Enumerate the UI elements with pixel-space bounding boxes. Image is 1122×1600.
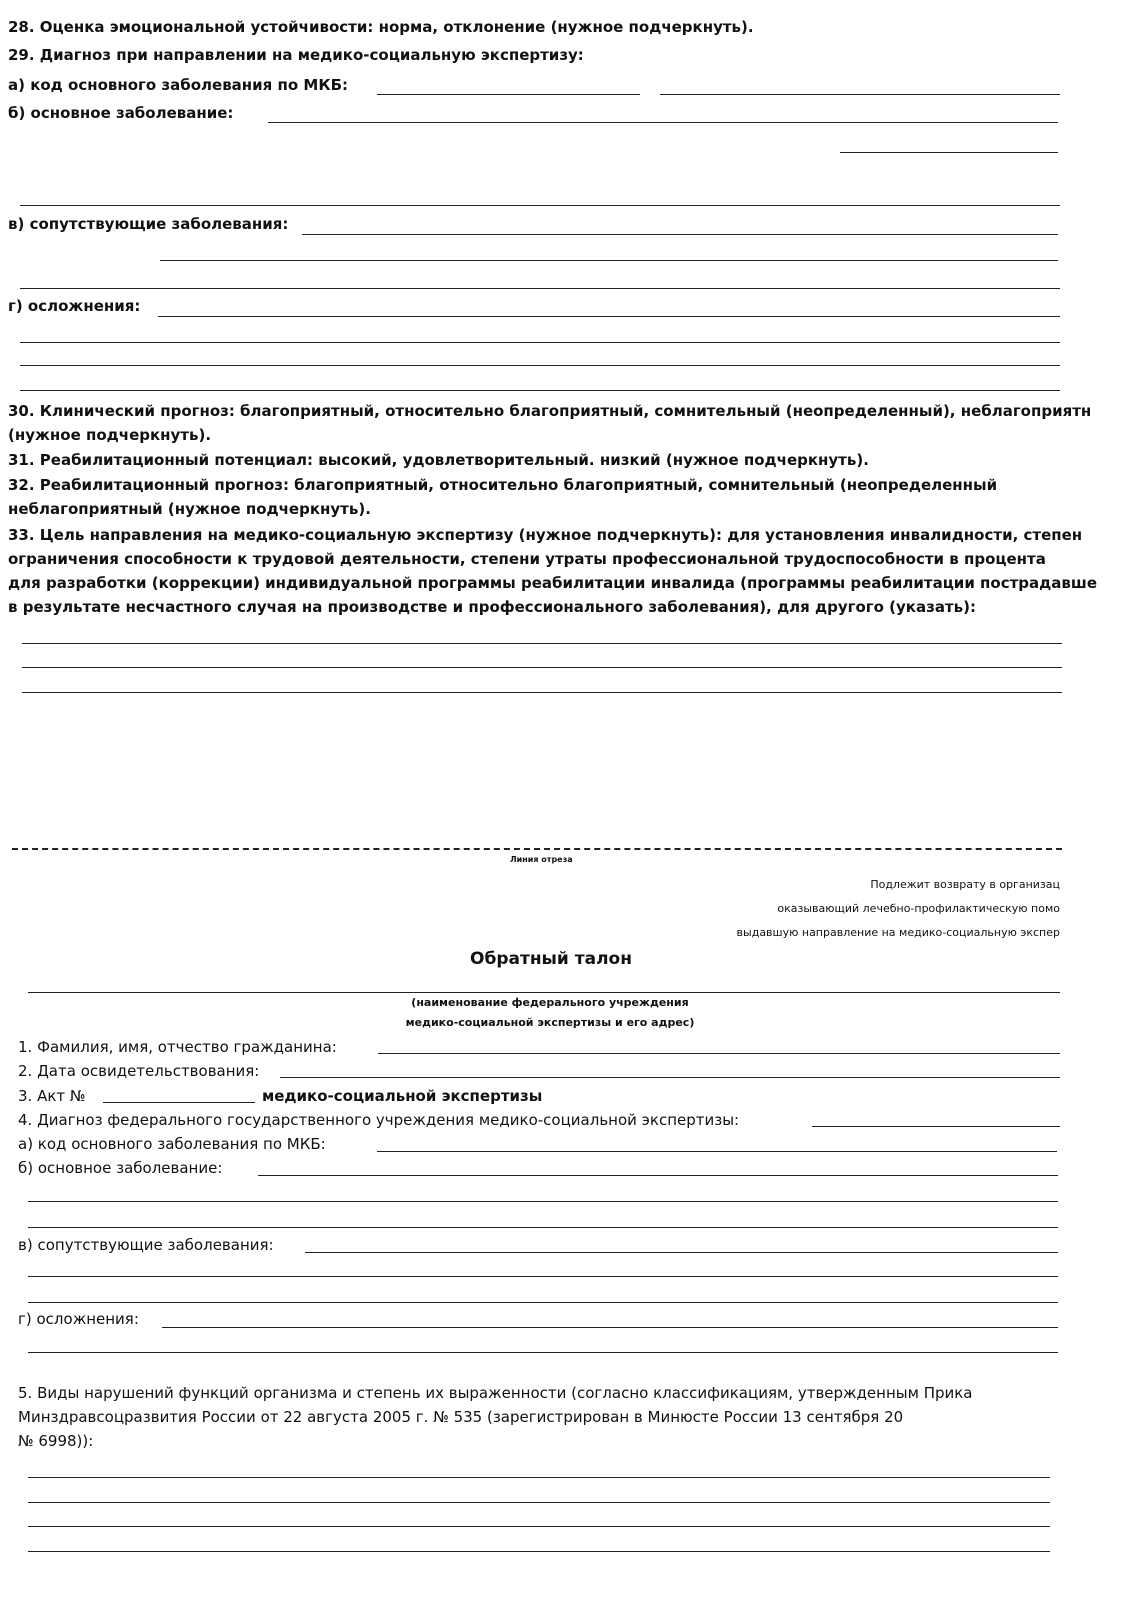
impairments-field-line-1[interactable] [28,1477,1050,1478]
item-33-line-3: для разработки (коррекции) индивидуальной программы реабилитации инвалида (программы реабилитации пострадавше [8,574,1097,592]
examination-date-field[interactable] [280,1077,1060,1078]
talon-item-5-line-2: Минздравсоцразвития России от 22 августа 2005 г. № 535 (зарегистрирован в Минюсте России 13 сентября 20 [18,1408,904,1426]
item-29b-field[interactable] [268,122,1058,123]
item-30-line-1: 30. Клинический прогноз: благоприятный, относительно благоприятный, сомнительный (неопределенный), неблагоприятн [8,402,1092,420]
item-29a-field[interactable] [377,94,640,95]
talon-item-4-label: 4. Диагноз федерального государственного учреждения медико-социальной экспертизы: [18,1111,740,1129]
item-29a-field-2[interactable] [660,94,1060,95]
item-28: 28. Оценка эмоциональной устойчивости: норма, отклонение (нужное подчеркнуть). [8,18,754,36]
item-29v-field-line-2[interactable] [160,260,1058,261]
institution-caption-line-2: медико-социальной экспертизы и его адрес) [405,1016,695,1029]
talon-item-1-label: 1. Фамилия, имя, отчество гражданина: [18,1038,337,1056]
talon-item-4g-label: г) осложнения: [18,1310,139,1328]
main-disease-field-line-3[interactable] [28,1227,1058,1228]
return-note-line-1: Подлежит возврату в организац [870,878,1060,891]
comorbidities-field-line-2[interactable] [28,1276,1058,1277]
item-31: 31. Реабилитационный потенциал: высокий, удовлетворительный. низкий (нужное подчеркнуть). [8,451,869,469]
full-name-field[interactable] [378,1053,1060,1054]
comorbidities-field[interactable] [305,1252,1058,1253]
item-29b-label: б) основное заболевание: [8,104,234,122]
cut-line [12,848,1062,850]
talon-item-5-line-1: 5. Виды нарушений функций организма и степень их выраженности (согласно классификациям, утвержденным Прика [18,1384,973,1402]
talon-item-3-suffix: медико-социальной экспертизы [262,1087,543,1105]
institution-caption-line-1: (наименование федерального учреждения [411,996,689,1009]
return-note-line-3: выдавшую направление на медико-социальную экспер [736,926,1060,939]
main-disease-field-line-2[interactable] [28,1201,1058,1202]
item-32-line-1: 32. Реабилитационный прогноз: благоприятный, относительно благоприятный, сомнительный (неопределенный [8,476,998,494]
item-30-line-2: (нужное подчеркнуть). [8,426,212,444]
item-29g-field-line-2[interactable] [20,342,1060,343]
talon-item-4a-label: а) код основного заболевания по МКБ: [18,1135,326,1153]
item-33-field-line-3[interactable] [22,692,1062,693]
institution-name-field[interactable] [28,992,1060,993]
item-29g-field[interactable] [158,316,1060,317]
complications-field-line-2[interactable] [28,1352,1058,1353]
talon-item-5-line-3: № 6998)): [18,1432,94,1450]
diagnosis-field[interactable] [812,1126,1060,1127]
item-29b-field-line-2[interactable] [840,152,1058,153]
item-29v-label: в) сопутствующие заболевания: [8,215,289,233]
talon-item-4v-label: в) сопутствующие заболевания: [18,1236,274,1254]
talon-item-4b-label: б) основное заболевание: [18,1159,223,1177]
item-33-line-4: в результате несчастного случая на производстве и профессионального заболевания), для другого (указать): [8,598,976,616]
talon-item-2-label: 2. Дата освидетельствования: [18,1062,260,1080]
act-number-field[interactable] [103,1102,255,1103]
item-33-field-line-2[interactable] [22,667,1062,668]
item-29g-field-line-3[interactable] [20,365,1060,366]
impairments-field-line-4[interactable] [28,1551,1050,1552]
main-disease-field[interactable] [258,1175,1058,1176]
return-note-line-2: оказывающий лечебно-профилактическую помо [777,902,1060,915]
icd-code-field[interactable] [377,1151,1057,1152]
item-33-field-line-1[interactable] [22,643,1062,644]
talon-title: Обратный талон [470,949,632,969]
item-29g-field-line-4[interactable] [20,390,1060,391]
item-29v-field-line-3[interactable] [20,288,1060,289]
item-32-line-2: неблагоприятный (нужное подчеркнуть). [8,500,371,518]
complications-field[interactable] [162,1327,1058,1328]
item-29: 29. Диагноз при направлении на медико-социальную экспертизу: [8,46,584,64]
impairments-field-line-2[interactable] [28,1502,1050,1503]
item-29g-label: г) осложнения: [8,297,141,315]
talon-item-3-label: 3. Акт № [18,1087,86,1105]
cut-line-label: Линия отреза [510,855,573,864]
item-29v-field[interactable] [302,234,1058,235]
item-33-line-2: ограничения способности к трудовой деятельности, степени утраты профессиональной трудоспособности в процента [8,550,1046,568]
comorbidities-field-line-3[interactable] [28,1302,1058,1303]
impairments-field-line-3[interactable] [28,1526,1050,1527]
item-29a-label: а) код основного заболевания по МКБ: [8,76,349,94]
item-29b-field-line-3[interactable] [20,205,1060,206]
item-33-line-1: 33. Цель направления на медико-социальную экспертизу (нужное подчеркнуть): для установления инвалидности, степен [8,526,1083,544]
